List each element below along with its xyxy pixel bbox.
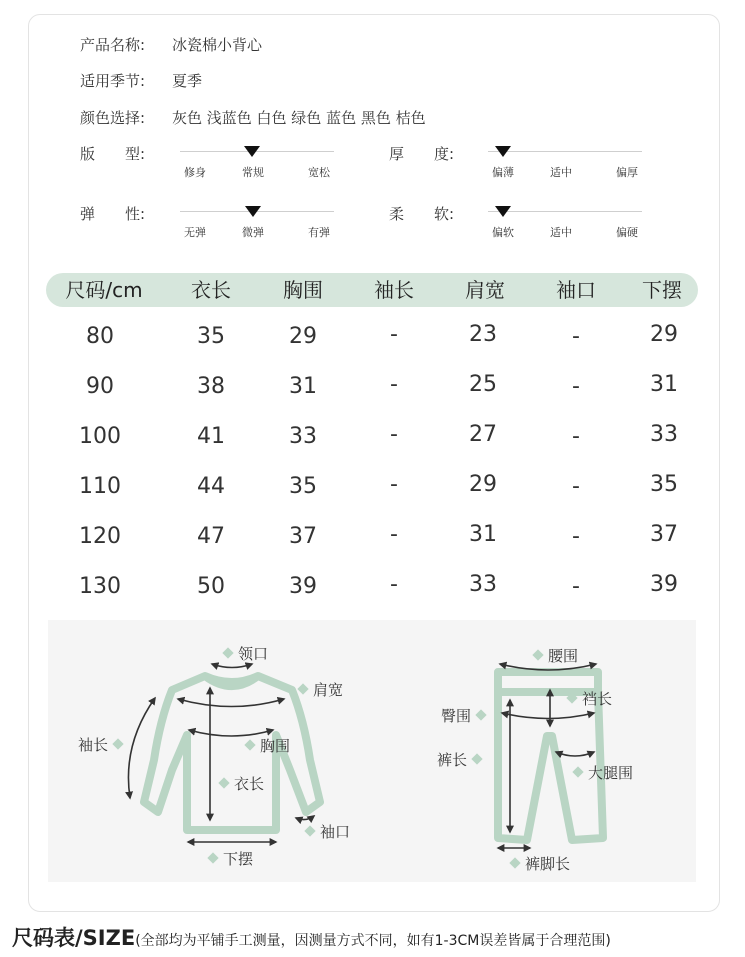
thickness-option: 偏薄	[492, 166, 514, 179]
table-cell: 35	[289, 474, 317, 499]
label-thigh: 大腿围	[568, 762, 633, 783]
table-cell: -	[572, 474, 580, 499]
table-cell: 31	[289, 374, 317, 399]
diamond-icon	[222, 647, 233, 658]
thickness-option: 适中	[550, 166, 572, 179]
table-cell: 33	[469, 572, 497, 597]
elasticity-option: 无弹	[184, 226, 206, 239]
table-cell: 37	[289, 524, 317, 549]
table-cell: 35	[197, 324, 225, 349]
table-cell: 130	[79, 574, 121, 599]
fit-label: 版 型:	[80, 145, 146, 163]
table-cell: 39	[650, 572, 678, 597]
table-cell: 37	[650, 522, 678, 547]
diamond-icon	[297, 683, 308, 694]
footer-note: (全部均为平铺手工测量，因测量方式不同，如有1-3CM误差皆属于合理范围)	[135, 933, 611, 949]
table-cell: 29	[469, 472, 497, 497]
fit-option: 修身	[184, 166, 206, 179]
size-footer	[12, 922, 611, 952]
softness-option: 适中	[550, 226, 572, 239]
table-cell: 31	[469, 522, 497, 547]
column-header-chest: 胸围	[283, 278, 323, 302]
diamond-icon	[112, 738, 123, 749]
info-value: 灰色 浅蓝色 白色 绿色 蓝色 黑色 桔色	[172, 109, 426, 127]
table-cell: 44	[197, 474, 225, 499]
elasticity-option: 有弹	[308, 226, 330, 239]
table-cell: 31	[650, 372, 678, 397]
label-pants-length: 裤长	[437, 749, 487, 770]
table-cell: 120	[79, 524, 121, 549]
column-header-cuff: 袖口	[556, 278, 596, 302]
label-leg-opening: 裤脚长	[505, 853, 570, 874]
table-cell: -	[572, 374, 580, 399]
table-cell: -	[390, 372, 398, 397]
label-chest: 胸围	[240, 735, 290, 756]
diamond-icon	[471, 753, 482, 764]
table-cell: 38	[197, 374, 225, 399]
table-cell: 23	[469, 322, 497, 347]
softness-label: 柔 软:	[389, 205, 455, 223]
footer-title: 尺码表/SIZE	[12, 926, 136, 950]
column-header-shoulder: 肩宽	[465, 278, 505, 302]
softness-option: 偏硬	[616, 226, 638, 239]
info-label: 颜色选择:	[80, 109, 146, 127]
fit-option: 常规	[242, 166, 264, 179]
table-cell: 29	[289, 324, 317, 349]
column-header-hem: 下摆	[642, 278, 682, 302]
elasticity-option: 微弹	[242, 226, 264, 239]
thickness-label: 厚 度:	[389, 145, 455, 163]
table-cell: 110	[79, 474, 121, 499]
label-collar: 领口	[218, 643, 268, 664]
diamond-icon	[207, 852, 218, 863]
fit-option: 宽松	[308, 166, 330, 179]
table-cell: -	[390, 522, 398, 547]
table-cell: 39	[289, 574, 317, 599]
thickness-option: 偏厚	[616, 166, 638, 179]
label-sleeve: 袖长	[78, 734, 128, 755]
label-cuff: 袖口	[300, 821, 350, 842]
column-header-size: 尺码/cm	[65, 278, 143, 302]
table-cell: -	[390, 472, 398, 497]
label-length: 衣长	[214, 773, 264, 794]
column-header-length: 衣长	[191, 278, 231, 302]
info-value: 冰瓷棉小背心	[172, 36, 263, 54]
table-cell: 29	[650, 322, 678, 347]
table-cell: 35	[650, 472, 678, 497]
label-hem: 下摆	[203, 848, 253, 869]
table-cell: 25	[469, 372, 497, 397]
table-cell: 47	[197, 524, 225, 549]
elasticity-label: 弹 性:	[80, 205, 146, 223]
table-cell: 100	[79, 424, 121, 449]
label-rise: 裆长	[562, 688, 612, 709]
diamond-icon	[509, 857, 520, 868]
table-cell: 50	[197, 574, 225, 599]
table-cell: -	[390, 322, 398, 347]
table-cell: -	[572, 524, 580, 549]
info-value: 夏季	[172, 72, 203, 90]
table-cell: -	[572, 324, 580, 349]
softness-option: 偏软	[492, 226, 514, 239]
diamond-icon	[244, 739, 255, 750]
info-label: 适用季节:	[80, 72, 146, 90]
column-header-sleeve: 袖长	[374, 278, 414, 302]
table-cell: 41	[197, 424, 225, 449]
table-cell: -	[390, 572, 398, 597]
table-cell: 27	[469, 422, 497, 447]
label-hip: 臀围	[441, 705, 491, 726]
table-cell: 90	[86, 374, 114, 399]
diamond-icon	[532, 649, 543, 660]
diamond-icon	[572, 766, 583, 777]
diamond-icon	[475, 709, 486, 720]
label-waist: 腰围	[528, 645, 578, 666]
diamond-icon	[218, 777, 229, 788]
info-label: 产品名称:	[80, 36, 146, 54]
table-cell: -	[572, 574, 580, 599]
diamond-icon	[304, 825, 315, 836]
label-shoulder: 肩宽	[293, 679, 343, 700]
diamond-icon	[566, 692, 577, 703]
table-cell: -	[572, 424, 580, 449]
table-cell: -	[390, 422, 398, 447]
table-cell: 33	[650, 422, 678, 447]
table-cell: 33	[289, 424, 317, 449]
table-cell: 80	[86, 324, 114, 349]
